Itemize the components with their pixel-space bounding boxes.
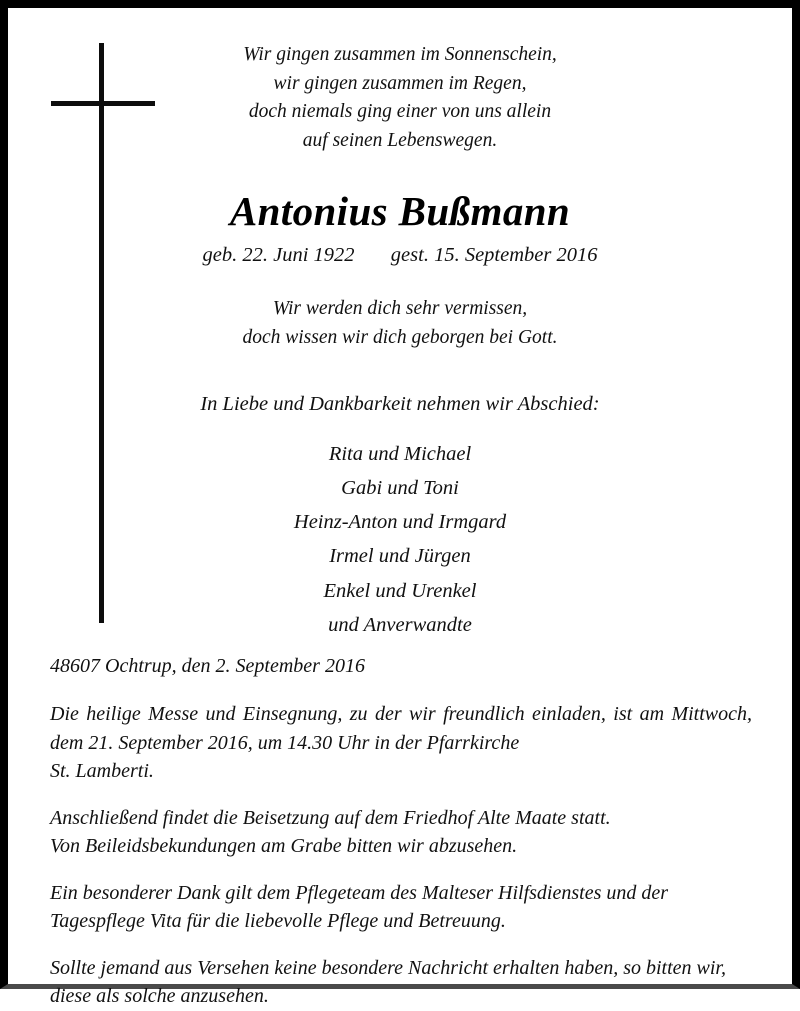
opening-verse-line: doch niemals ging einer von uns allein [248, 101, 552, 123]
thanks-text-last-line: Tagespflege Vita für die liebevolle Pflege und Betreuung. [50, 910, 506, 932]
service-text-last-line: St. Lamberti. [50, 760, 154, 782]
opening-verse-line: Wir gingen zusammen im Sonnenschein, [243, 44, 557, 65]
notice-sheet [8, 8, 792, 1007]
closing-paragraph [50, 954, 752, 1011]
death-date: gest. 15. September 2016 [390, 244, 598, 267]
life-dates [8, 242, 792, 268]
mourner-entry: Rita und Michael [328, 442, 472, 465]
second-verse-line: doch wissen wir dich geborgen bei Gott. [242, 326, 558, 348]
mourners-list [8, 437, 792, 643]
birth-date: geb. 22. Juni 1922 [202, 244, 355, 267]
mourner-entry: Gabi und Toni [341, 476, 459, 499]
mourner-entry: Heinz-Anton und Irmgard [293, 511, 507, 534]
opening-verse-line: auf seinen Lebenswegen. [302, 129, 498, 151]
upper-section [8, 8, 792, 642]
second-verse-line: Wir werden dich sehr vermissen, [272, 298, 528, 320]
closing-text-last-line: diese als solche anzusehen. [50, 985, 269, 1007]
details-section [50, 653, 752, 1011]
closing-text: Sollte jemand aus Versehen keine besondere Nachricht erhalten haben, so bitten wir, [50, 956, 726, 979]
opening-verse [8, 41, 792, 155]
burial-text-last-line: Von Beileidsbekundungen am Grabe bitten wir abzusehen. [50, 835, 518, 857]
mourner-entry: und Anverwandte [328, 614, 472, 637]
service-text: Die heilige Messe und Einsegnung, zu der wir freundlich einladen, ist am Mittwoch, dem 21. September 2016, um 14.30 Uhr in der Pfarrkirche [50, 703, 752, 754]
burial-text: Anschließend findet die Beisetzung auf dem Friedhof Alte Maate statt. [50, 806, 611, 829]
thanks-text: Ein besonderer Dank gilt dem Pflegeteam des Malteser Hilfsdienstes und der [50, 881, 669, 904]
mourner-entry: Irmel und Jürgen [329, 545, 471, 568]
thanks-paragraph [50, 879, 752, 936]
burial-paragraph [50, 804, 752, 861]
mourner-entry: Enkel und Urenkel [323, 579, 477, 602]
second-verse [8, 295, 792, 352]
farewell-intro: In Liebe und Dankbarkeit nehmen wir Abschied: [200, 392, 600, 415]
deceased-name: Antonius Bußmann [229, 188, 571, 235]
service-paragraph [50, 700, 752, 786]
opening-verse-line: wir gingen zusammen im Regen, [273, 72, 527, 94]
place-and-date: 48607 Ochtrup, den 2. September 2016 [50, 655, 365, 677]
